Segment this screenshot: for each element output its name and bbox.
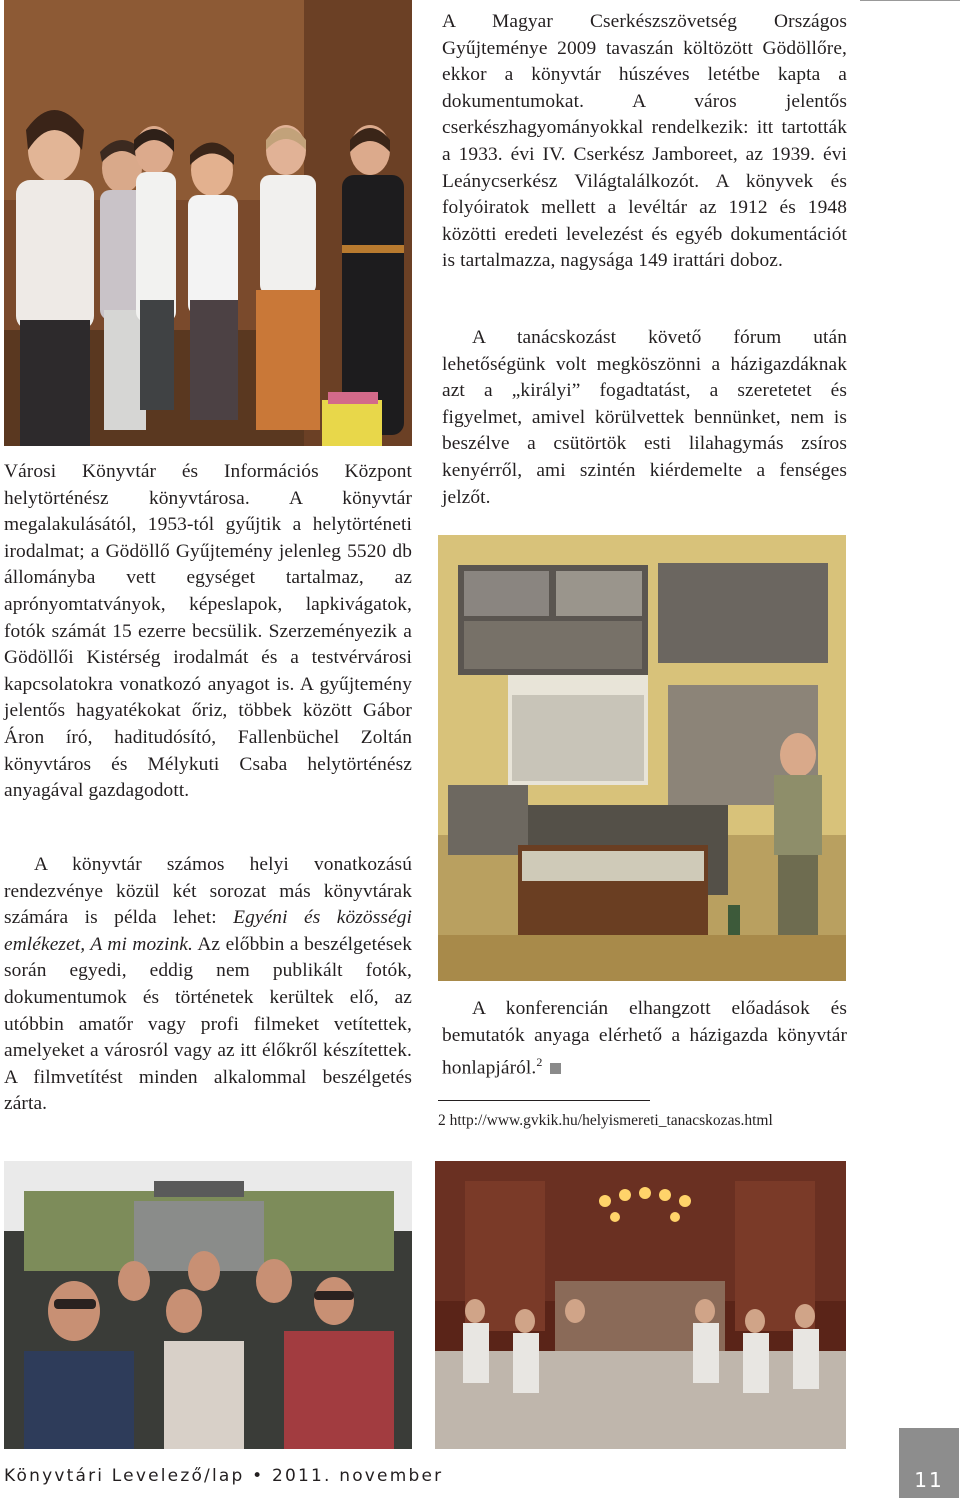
- right-column-paragraph-2: [442, 325, 847, 511]
- footnote-rule: [438, 1100, 650, 1101]
- page-number: 11: [914, 1468, 944, 1492]
- footnote-url: http://www.gvkik.hu/helyismereti_tanacskozas.html: [449, 1112, 773, 1129]
- top-rule: [860, 0, 960, 1]
- left-column-paragraph-1: Városi Könyvtár és Információs Központ helytörténész könyvtárosa. A könyvtár megalakulásától, 1953-tól gyűjtik a helytörténeti irodalmat; a Gödöllő Gyűjtemény jelenleg 5520 db állományba vett egységet tartalmaz, az aprónyomtatványok, képeslapok, lapkivágatok, fotók számát 15 ezerre becsülik. Szerzeményezik a Gödöllői Kistérség irodalmát és a testvérvárosi kapcsolatokra vonatkozó anyagot is. A gyűjtemény jelentős hagyatékokat őriz, többek között Gábor Áron író, haditudósító, Fallenbüchel Zoltán könyvtáros és Mélykuti Csaba helytörténész anyagával gazdagodott.: [4, 461, 412, 802]
- footnote: [438, 1112, 773, 1130]
- para2-text: A tanácskozást követő fórum után lehetőségünk volt megköszönni a házigazdáknak azt a „királyi” fogadtatást, a szeretetet és figyelmet, amivel körülvettek bennünket, nem is beszélve a csütörtök esti lilahagymás zsíros kenyérről, ami szintén kiérdemelte a fenséges jelzőt.: [442, 327, 847, 508]
- photo-five-women: [4, 0, 412, 446]
- footnote-ref: 2: [536, 1055, 543, 1070]
- photo-bus-passengers: [4, 1161, 412, 1449]
- footnote-number: 2: [438, 1112, 446, 1129]
- right-column-paragraph-3: [442, 996, 847, 1082]
- series-titles: Egyéni és közösségi emlékezet, A mi mozink.: [4, 907, 412, 955]
- left-column-paragraph-2: [4, 852, 412, 1118]
- photo-scout-exhibition: [438, 535, 846, 981]
- para2-start-text: A könyvtár számos helyi vonatkozású rendezvénye közül két sorozat más könyvtárak számára is példa lehet:: [4, 854, 412, 929]
- para2-end-text: Az előbbin a beszélgetések során egyedi, eddig nem publikált fotók, dokumentumok és történetek kerültek elő, az utóbbin amatőr vagy profi filmeket vetítettek, amelyeket a városról vagy az itt élőkről készítettek. A filmvetítést minden alkalommal beszélgetés zárta.: [4, 933, 412, 1115]
- end-mark: [550, 1063, 561, 1074]
- footer-title: Könyvtári Levelező/lap • 2011. november: [4, 1466, 444, 1486]
- right-column-paragraph-1: A Magyar Cserkészszövetség Országos Gyűjteménye 2009 tavaszán költözött Gödöllőre, ekkor a könyvtár húszéves letétbe kapta a dokumentumokat. A város jelentős cserkészhagyományokkal rendelkezik: itt tartották a 1933. évi IV. Cserkész Jamboreet, az 1939. évi Leánycserkész Világtalálkozót. A könyvek és folyóiratok mellett a levéltár az 1912 és 1948 közötti eredeti levelezést és egyéb dokumentációt is tartalmazza, nagysága 149 irattári doboz.: [442, 11, 847, 272]
- photo-hall-with-chandelier: [435, 1161, 846, 1449]
- para3-text: A konferencián elhangzott előadások és bemutatók anyaga elérhető a házigazda könyvtár honlapjáról.: [442, 998, 847, 1079]
- page-number-box: [899, 1428, 959, 1498]
